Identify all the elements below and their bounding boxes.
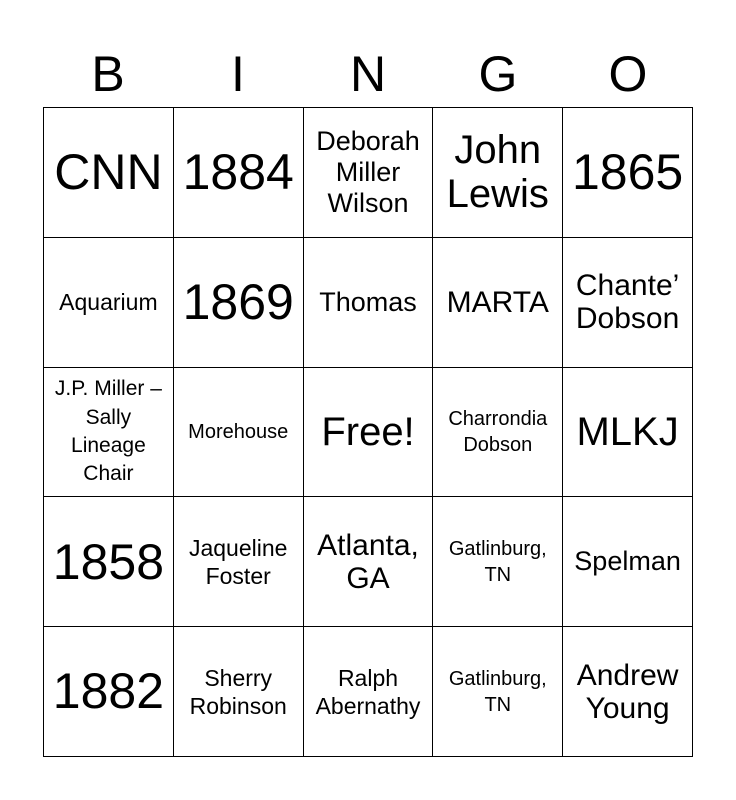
bingo-cell	[174, 238, 304, 368]
cell-text: 1858	[52, 533, 165, 590]
cell-text: Andrew Young	[576, 658, 679, 725]
cell-text: 1869	[182, 273, 294, 330]
bingo-cell	[304, 627, 434, 757]
bingo-cell	[174, 368, 304, 498]
bingo-header	[43, 40, 693, 108]
bingo-cell	[44, 368, 174, 498]
cell-text: Spelman	[574, 546, 681, 577]
bingo-cell	[304, 108, 434, 238]
bingo-cell	[433, 497, 563, 627]
header-letter-o: O	[608, 46, 648, 102]
cell-text: Deborah Miller Wilson	[316, 125, 420, 218]
bingo-cell	[44, 497, 174, 627]
bingo-cell	[174, 497, 304, 627]
cell-text: MLKJ	[576, 409, 679, 454]
cell-text: MARTA	[446, 285, 549, 319]
bingo-cell	[44, 627, 174, 757]
cell-text: Free!	[321, 409, 415, 454]
cell-text: Charrondia Dobson	[448, 407, 548, 456]
cell-text: 1865	[571, 144, 684, 201]
bingo-cell	[44, 108, 174, 238]
cell-text: 1882	[52, 663, 165, 720]
cell-text: 1884	[182, 144, 294, 201]
bingo-cell	[433, 238, 563, 368]
cell-text: Ralph Abernathy	[315, 664, 421, 719]
bingo-cell	[433, 627, 563, 757]
bingo-cell	[174, 627, 304, 757]
cell-text: J.P. Miller – Sally Lineage Chair	[54, 377, 162, 486]
bingo-cell	[304, 497, 434, 627]
header-letter-g: G	[478, 46, 518, 102]
cell-text: Gatlinburg, TN	[448, 537, 547, 586]
cell-text: Gatlinburg, TN	[448, 667, 547, 716]
cell-text: John Lewis	[446, 128, 549, 217]
bingo-cell	[304, 368, 434, 498]
bingo-cell	[563, 627, 693, 757]
header-letter-n: N	[349, 46, 387, 102]
cell-text: Aquarium	[59, 289, 158, 316]
bingo-cell	[304, 238, 434, 368]
bingo-cell	[433, 368, 563, 498]
bingo-cell	[433, 108, 563, 238]
header-letter-b: B	[91, 46, 125, 102]
bingo-cell	[563, 497, 693, 627]
bingo-cell	[563, 238, 693, 368]
bingo-cell	[563, 108, 693, 238]
cell-text: Thomas	[319, 286, 417, 317]
cell-text: Sherry Robinson	[189, 664, 287, 719]
bingo-grid	[43, 107, 693, 757]
cell-text: Atlanta, GA	[317, 528, 419, 595]
bingo-cell	[44, 238, 174, 368]
cell-text: Morehouse	[188, 420, 289, 443]
bingo-cell	[563, 368, 693, 498]
cell-text: Jaqueline Foster	[188, 534, 288, 589]
header-letter-i: I	[231, 46, 245, 102]
cell-text: CNN	[54, 144, 163, 201]
bingo-cell	[174, 108, 304, 238]
cell-text: Chante’ Dobson	[575, 269, 680, 336]
